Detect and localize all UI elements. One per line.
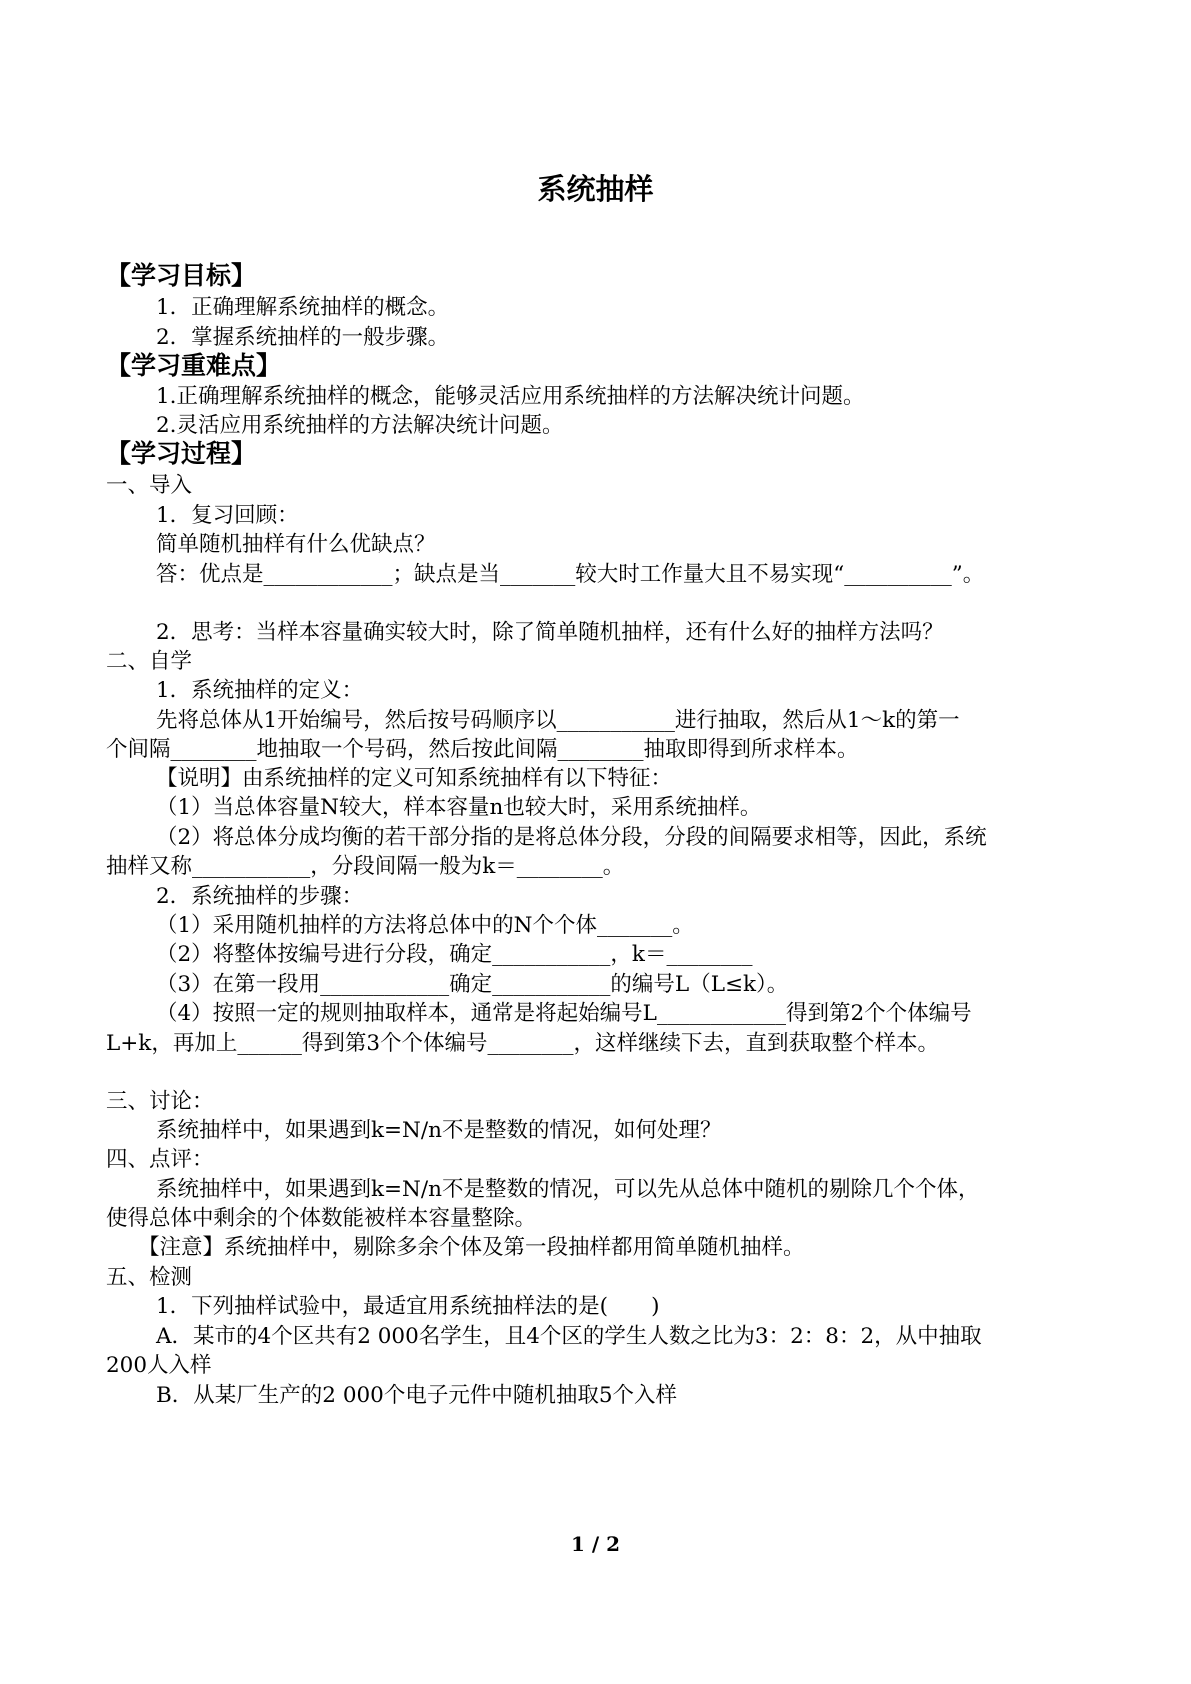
text-line-blanks: 个间隔________地抽取一个号码，然后按此间隔________抽取即得到所求样本。 — [106, 737, 859, 762]
text-line: 使得总体中剩余的个体数能被样本容量整除。 — [106, 1206, 537, 1231]
option-a-cont: 200人入样 — [106, 1353, 212, 1378]
text-line: 系统抽样中，如果遇到k=N/n不是整数的情况，可以先从总体中随机的剔除几个个体， — [156, 1177, 980, 1202]
text-line: 1．系统抽样的定义： — [156, 678, 364, 703]
text-line: 1．复习回顾： — [156, 503, 299, 528]
note-line: 【说明】由系统抽样的定义可知系统抽样有以下特征： — [156, 766, 673, 791]
text-line-blanks: 先将总体从1开始编号，然后按号码顺序以___________进行抽取，然后从1～k的第一 — [156, 708, 960, 733]
part-3-heading: 三、讨论： — [106, 1089, 214, 1114]
text-line: 2．系统抽样的步骤： — [156, 884, 364, 909]
section-heading-goals: 【学习目标】 — [106, 261, 257, 290]
text-line-blanks: L+k，再加上______得到第3个个体编号________，这样继续下去，直到获取整个样本。 — [106, 1031, 940, 1056]
key-point-1: 1.正确理解系统抽样的概念，能够灵活应用系统抽样的方法解决统计问题。 — [156, 384, 865, 409]
option-a: A．某市的4个区共有2 000名学生，且4个区的学生人数之比为3：2：8：2，从中抽取 — [156, 1324, 982, 1349]
page-title: 系统抽样 — [537, 172, 654, 206]
text-line: （2）将总体分成均衡的若干部分指的是将总体分段，分段的间隔要求相等，因此，系统 — [156, 825, 987, 850]
text-line-blanks: 抽样又称___________，分段间隔一般为k＝________。 — [106, 854, 625, 879]
key-point-2: 2.灵活应用系统抽样的方法解决统计问题。 — [156, 413, 564, 438]
text-line-blanks: 答：优点是____________；缺点是当_______较大时工作量大且不易实现“__________”。 — [156, 562, 985, 587]
question-1: 1．下列抽样试验中，最适宜用系统抽样法的是( ) — [156, 1294, 660, 1319]
part-5-heading: 五、检测 — [106, 1265, 193, 1290]
part-2-heading: 二、自学 — [106, 649, 193, 674]
goal-1: 1．正确理解系统抽样的概念。 — [156, 295, 450, 320]
section-heading-key-points: 【学习重难点】 — [106, 351, 282, 380]
text-line-blanks: （2）将整体按编号进行分段，确定___________，k＝________ — [156, 942, 753, 967]
option-b: B．从某厂生产的2 000个电子元件中随机抽取5个入样 — [156, 1383, 678, 1408]
note-line: 【注意】系统抽样中，剔除多余个体及第一段抽样都用简单随机抽样。 — [138, 1235, 805, 1260]
text-line: 系统抽样中，如果遇到k=N/n不是整数的情况，如何处理？ — [156, 1118, 722, 1143]
part-1-heading: 一、导入 — [106, 473, 193, 498]
text-line-blanks: （4）按照一定的规则抽取样本，通常是将起始编号L____________得到第2个个体编号 — [156, 1001, 972, 1026]
goal-2: 2．掌握系统抽样的一般步骤。 — [156, 325, 450, 350]
text-line-blanks: （3）在第一段用____________确定___________的编号L（L≤k）。 — [156, 972, 789, 997]
text-line-blanks: （1）采用随机抽样的方法将总体中的N个个体_______。 — [156, 913, 694, 938]
text-line: 简单随机抽样有什么优缺点？ — [156, 532, 436, 557]
text-line: 2．思考：当样本容量确实较大时，除了简单随机抽样，还有什么好的抽样方法吗？ — [156, 620, 944, 645]
page-number: 1 / 2 — [570, 1532, 621, 1556]
section-heading-process: 【学习过程】 — [106, 439, 257, 468]
text-line: （1）当总体容量N较大，样本容量n也较大时，采用系统抽样。 — [156, 795, 762, 820]
part-4-heading: 四、点评： — [106, 1147, 214, 1172]
